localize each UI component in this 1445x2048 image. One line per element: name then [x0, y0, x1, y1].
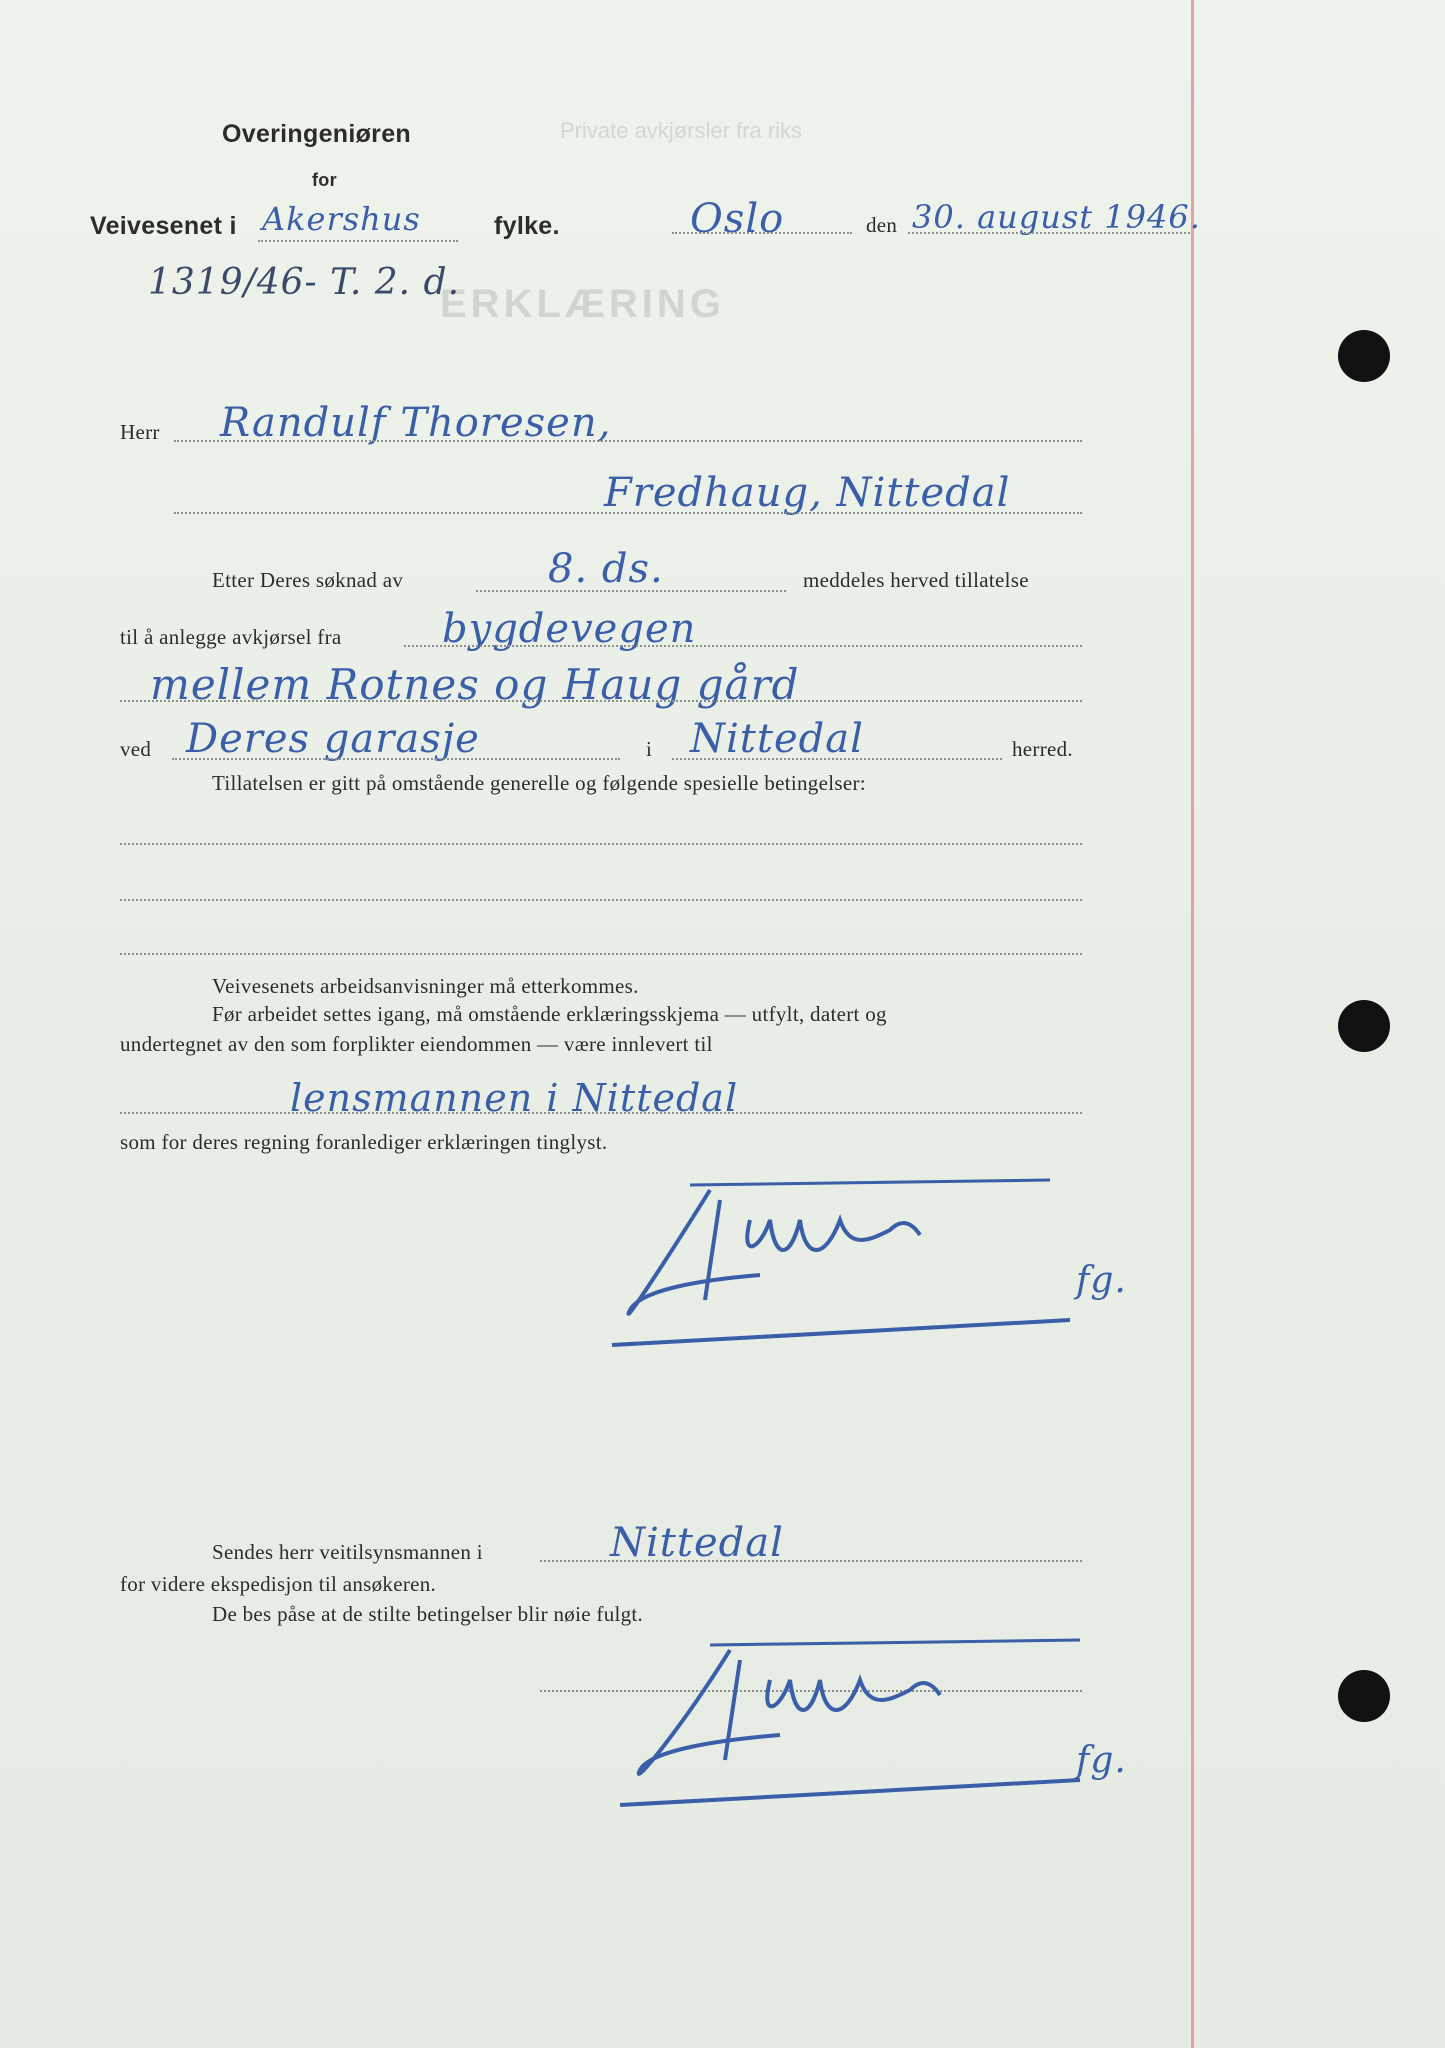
location-text: Deres garasje — [186, 716, 480, 762]
herred-label: herred. — [1012, 737, 1073, 761]
letterhead-title: Overingeniøren — [222, 120, 411, 148]
soknad-date: 8. ds. — [548, 546, 664, 592]
county-handwritten: Akershus — [262, 200, 421, 238]
forwarding-line-2: for videre ekspedisjon til ansøkeren. — [120, 1572, 437, 1596]
instructions-4: som for deres regning foranlediger erklæringen tinglyst. — [120, 1130, 608, 1154]
road-line — [404, 645, 1082, 647]
county-dotted-line — [258, 240, 458, 242]
herr-label: Herr — [120, 420, 160, 444]
dateline-den: den — [866, 213, 898, 237]
anlegge-label: til å anlegge avkjørsel fra — [120, 625, 342, 649]
ghost-top-text: Private avkjørsler fra riks — [560, 118, 803, 143]
recipient-line — [120, 1112, 1082, 1114]
punch-hole-top — [1338, 330, 1390, 382]
road-name: bygdevegen — [442, 606, 697, 652]
soknad-date-line — [476, 590, 786, 592]
addressee-address: Fredhaug, Nittedal — [604, 470, 1011, 516]
municipality-line — [672, 758, 1002, 760]
recipient-text: lensmannen i Nittedal — [290, 1076, 739, 1120]
conditions-line-2 — [120, 899, 1082, 901]
signature-1 — [600, 1160, 980, 1360]
instructions-3: undertegnet av den som forplikter eiendommen — være innlevert til — [120, 1032, 713, 1056]
conditions-line-1 — [120, 843, 1082, 845]
sendes-label: Sendes herr veitilsynsmannen i — [212, 1540, 483, 1564]
addressee-name: Randulf Thoresen, — [220, 400, 612, 446]
signature-2-initials: fg. — [1076, 1740, 1127, 1781]
between-line — [120, 700, 1082, 702]
municipality-text: Nittedal — [690, 716, 864, 762]
signature-1-initials: fg. — [1076, 1260, 1127, 1301]
reference-number: 1319/46- T. 2. d. — [148, 262, 461, 303]
letterhead-veivesenet: Veivesenet i — [90, 212, 237, 240]
district-line — [540, 1560, 1082, 1562]
punch-hole-bottom — [1338, 1670, 1390, 1722]
margin-line — [1191, 0, 1194, 2048]
ghost-heading: ERKLÆRING — [440, 282, 725, 326]
date-dotted-line — [908, 232, 1190, 234]
punch-hole-middle — [1338, 1000, 1390, 1052]
letterhead-for: for — [312, 170, 337, 190]
conditions-text: Tillatelsen er gitt på omstående generelle og følgende spesielle betingelser: — [212, 771, 866, 795]
addressee-address-line — [174, 512, 1082, 514]
between-text: mellem Rotnes og Haug gård — [150, 660, 800, 709]
signature-2 — [620, 1620, 1020, 1820]
location-line — [172, 758, 620, 760]
instructions-1: Veivesenets arbeidsanvisninger må etterkommes. — [212, 974, 639, 998]
meddeles-text: meddeles herved tillatelse — [803, 568, 1029, 592]
dateline-date: 30. august 1946. — [912, 198, 1201, 236]
district-text: Nittedal — [610, 1520, 784, 1566]
dateline-place: Oslo — [690, 196, 785, 242]
instructions-2: Før arbeidet settes igang, må omstående erklæringsskjema — utfylt, datert og — [212, 1002, 887, 1026]
ved-label: ved — [120, 737, 152, 761]
conditions-line-3 — [120, 953, 1082, 955]
letterhead-fylke: fylke. — [494, 212, 560, 240]
forwarding-line-3: De bes påse at de stilte betingelser blir nøie fulgt. — [212, 1602, 644, 1626]
i-label: i — [646, 737, 653, 761]
addressee-name-line — [174, 440, 1082, 442]
place-dotted-line — [672, 232, 852, 234]
etter-label: Etter Deres søknad av — [212, 568, 404, 592]
